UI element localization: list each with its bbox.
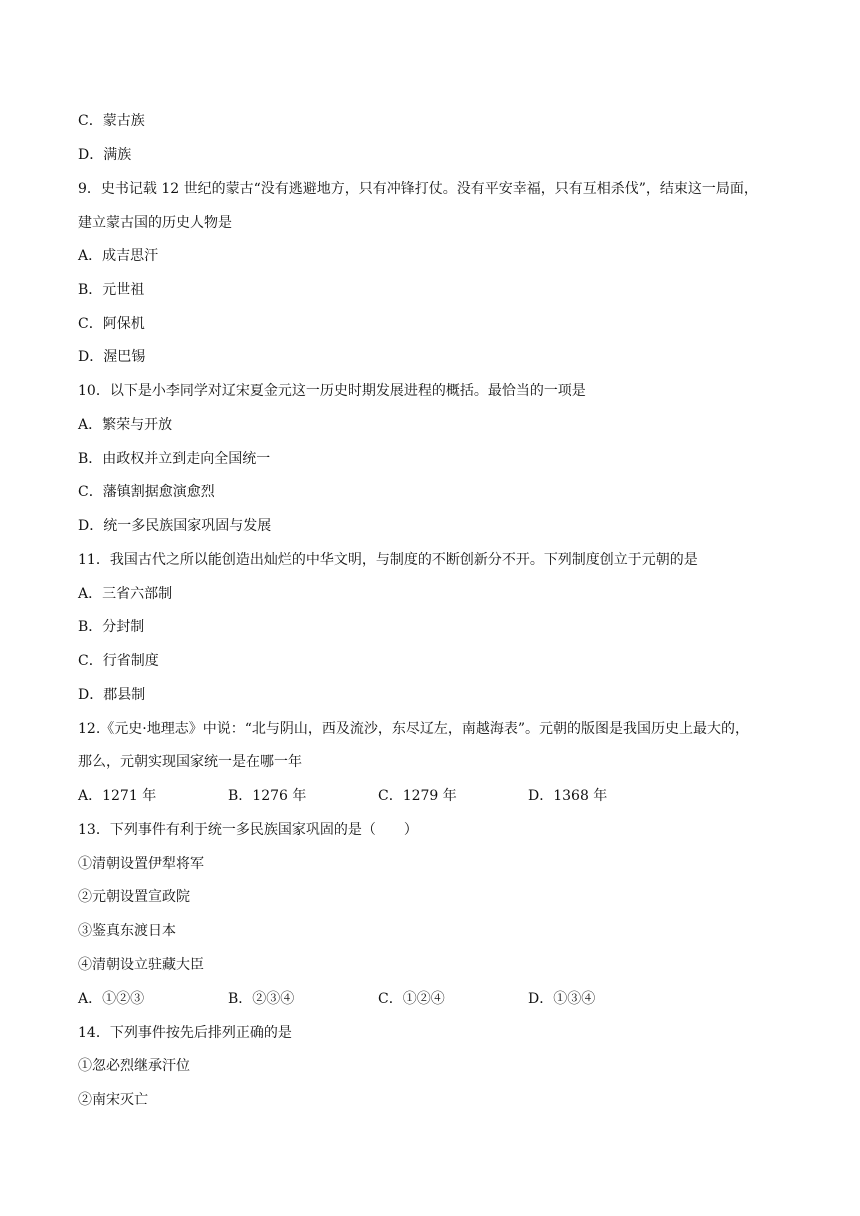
q9-option-d: D．渥巴锡 [78, 349, 146, 365]
q11-stem: 11．我国古代之所以能创造出灿烂的中华文明，与制度的不断创新分不开。下列制度创立于元朝的是 [78, 552, 698, 568]
q8-option-c: C．蒙古族 [78, 113, 145, 129]
q9-option-c: C．阿保机 [78, 316, 145, 332]
q12-option-d: D．1368 年 [528, 788, 608, 804]
q13-option-c: C．①②④ [378, 991, 445, 1007]
q10-option-b: B．由政权并立到走向全国统一 [78, 451, 271, 467]
q12-option-a: A．1271 年 [78, 788, 157, 804]
q12-stem-line1: 12.《元史·地理志》中说：“北与阴山，西及流沙，东尽辽左，南越海表”。元朝的版图是我国历史上最大的， [78, 721, 750, 737]
q9-stem-line1: 9．史书记载 12 世纪的蒙古“没有逃避地方，只有冲锋打仗。没有平安幸福，只有互相杀伐”，结束这一局面， [78, 181, 758, 197]
q12-option-c: C．1279 年 [378, 788, 457, 804]
q10-option-a: A．繁荣与开放 [78, 417, 173, 433]
q13-options-row [78, 989, 678, 1009]
q9-stem-line2: 建立蒙古国的历史人物是 [78, 215, 232, 231]
q14-item-2: ②南宋灭亡 [78, 1092, 148, 1108]
q13-option-a: A．①②③ [78, 991, 145, 1007]
q10-option-d: D．统一多民族国家巩固与发展 [78, 518, 272, 534]
q14-item-1: ①忽必烈继承汗位 [78, 1058, 190, 1074]
q13-option-d: D．①③④ [528, 991, 596, 1007]
q9-option-a: A．成吉思汗 [78, 248, 159, 264]
q13-item-2: ②元朝设置宣政院 [78, 889, 190, 905]
q11-option-d: D．郡县制 [78, 687, 146, 703]
q10-stem: 10．以下是小李同学对辽宋夏金元这一历史时期发展进程的概括。最恰当的一项是 [78, 383, 586, 399]
q14-stem: 14．下列事件按先后排列正确的是 [78, 1025, 292, 1041]
q13-item-1: ①清朝设置伊犁将军 [78, 856, 204, 872]
q10-option-c: C．藩镇割据愈演愈烈 [78, 484, 215, 500]
q11-option-a: A．三省六部制 [78, 586, 173, 602]
q12-stem-line2: 那么，元朝实现国家统一是在哪一年 [78, 754, 302, 770]
q12-option-b: B．1276 年 [228, 788, 307, 804]
q8-option-d: D．满族 [78, 147, 132, 163]
q13-stem: 13．下列事件有利于统一多民族国家巩固的是（ ） [78, 822, 418, 838]
q13-option-b: B．②③④ [228, 991, 295, 1007]
q9-option-b: B．元世祖 [78, 282, 145, 298]
q13-item-3: ③鉴真东渡日本 [78, 923, 176, 939]
q11-option-b: B．分封制 [78, 619, 145, 635]
q13-item-4: ④清朝设立驻藏大臣 [78, 957, 204, 973]
q11-option-c: C．行省制度 [78, 653, 159, 669]
q12-options-row [78, 786, 678, 806]
